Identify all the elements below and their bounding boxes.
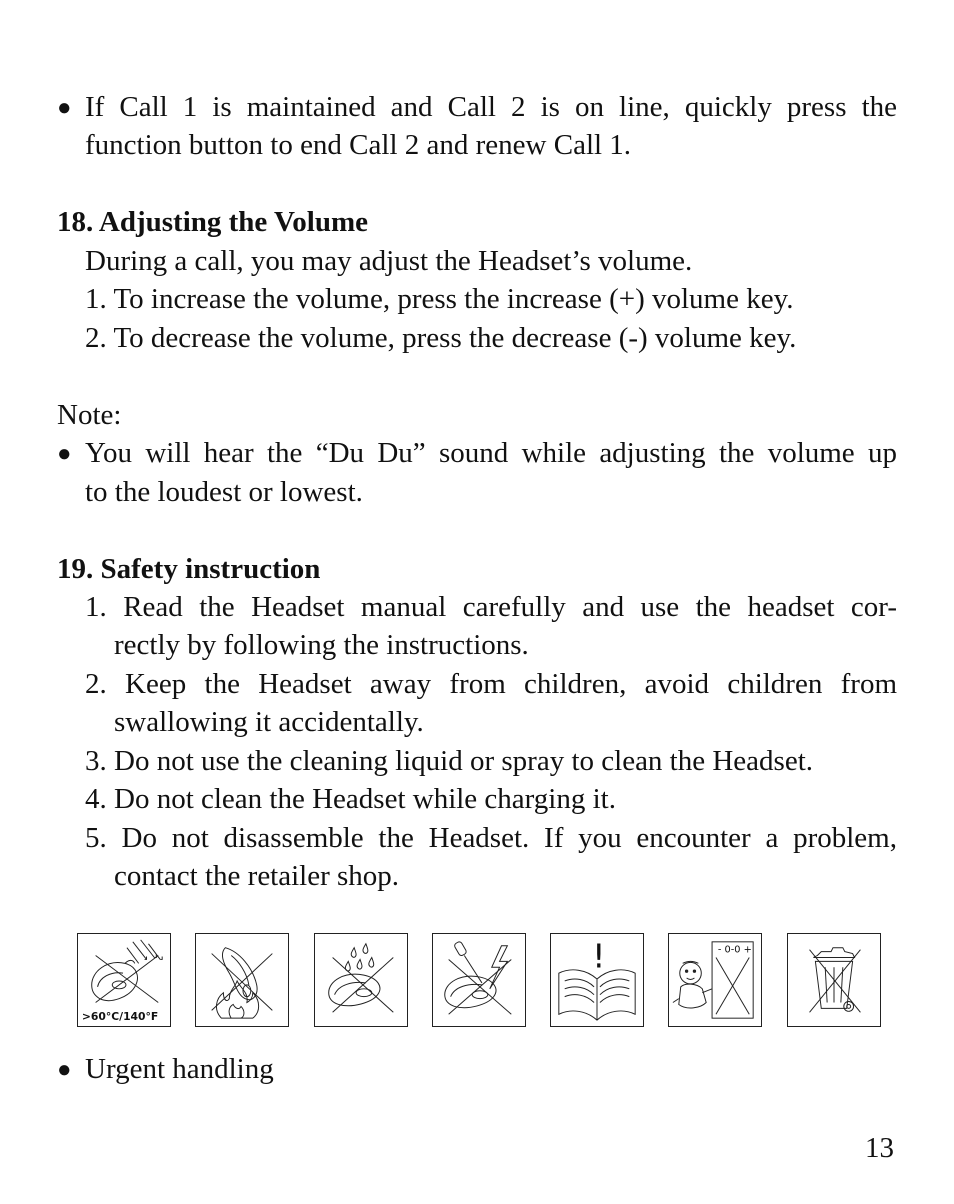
volume-line-2: 1. To increase the volume, press the increase (+) volume key. xyxy=(85,283,794,315)
heat-limit-label: >60°C/140°F xyxy=(81,1010,159,1024)
safety-item-5-line-1: 5. Do not disassemble the Headset. If you encounter a problem, xyxy=(85,822,897,854)
manual-warning-mark: ! xyxy=(592,936,606,976)
note-line-2: to the loudest or lowest. xyxy=(85,476,363,508)
intro-line-2: function button to end Call 2 and renew Call 1. xyxy=(85,129,632,161)
volume-line-1: During a call, you may adjust the Headset’s volume. xyxy=(85,245,693,277)
battery-polarity-label: - 0-0 + xyxy=(717,944,752,956)
note-line-1: You will hear the “Du Du” sound while adjusting the volume up xyxy=(85,437,897,469)
no-fire-icon xyxy=(195,933,289,1027)
note-label: Note: xyxy=(57,399,122,431)
no-disassemble-icon xyxy=(432,933,526,1027)
page-number: 13 xyxy=(865,1132,894,1164)
no-heat-icon xyxy=(77,933,171,1027)
safety-item-2-line-2: swallowing it accidentally. xyxy=(114,706,424,738)
urgent-handling-label: Urgent handling xyxy=(85,1053,274,1085)
safety-item-5-line-2: contact the retailer shop. xyxy=(114,860,400,892)
safety-item-4: 4. Do not clean the Headset while charging it. xyxy=(85,783,616,815)
weee-disposal-icon xyxy=(787,933,881,1027)
safety-item-2-line-1: 2. Keep the Headset away from children, avoid children from xyxy=(85,668,897,700)
safety-item-3: 3. Do not use the cleaning liquid or spray to clean the Headset. xyxy=(85,745,814,777)
section-heading-volume: 18. Adjusting the Volume xyxy=(57,206,369,238)
keep-from-children-icon xyxy=(668,933,762,1027)
no-water-icon xyxy=(314,933,408,1027)
note-bullet: ● xyxy=(57,441,72,467)
safety-item-1-line-2: rectly by following the instructions. xyxy=(114,629,529,661)
safety-item-1-line-1: 1. Read the Headset manual carefully and use the headset cor- xyxy=(85,591,897,623)
intro-line-1: If Call 1 is maintained and Call 2 is on line, quickly press the xyxy=(85,91,897,123)
urgent-bullet: ● xyxy=(57,1057,72,1083)
intro-bullet: ● xyxy=(57,95,72,121)
read-manual-icon xyxy=(550,933,644,1027)
volume-line-3: 2. To decrease the volume, press the decrease (-) volume key. xyxy=(85,322,797,354)
section-heading-safety: 19. Safety instruction xyxy=(57,553,321,585)
